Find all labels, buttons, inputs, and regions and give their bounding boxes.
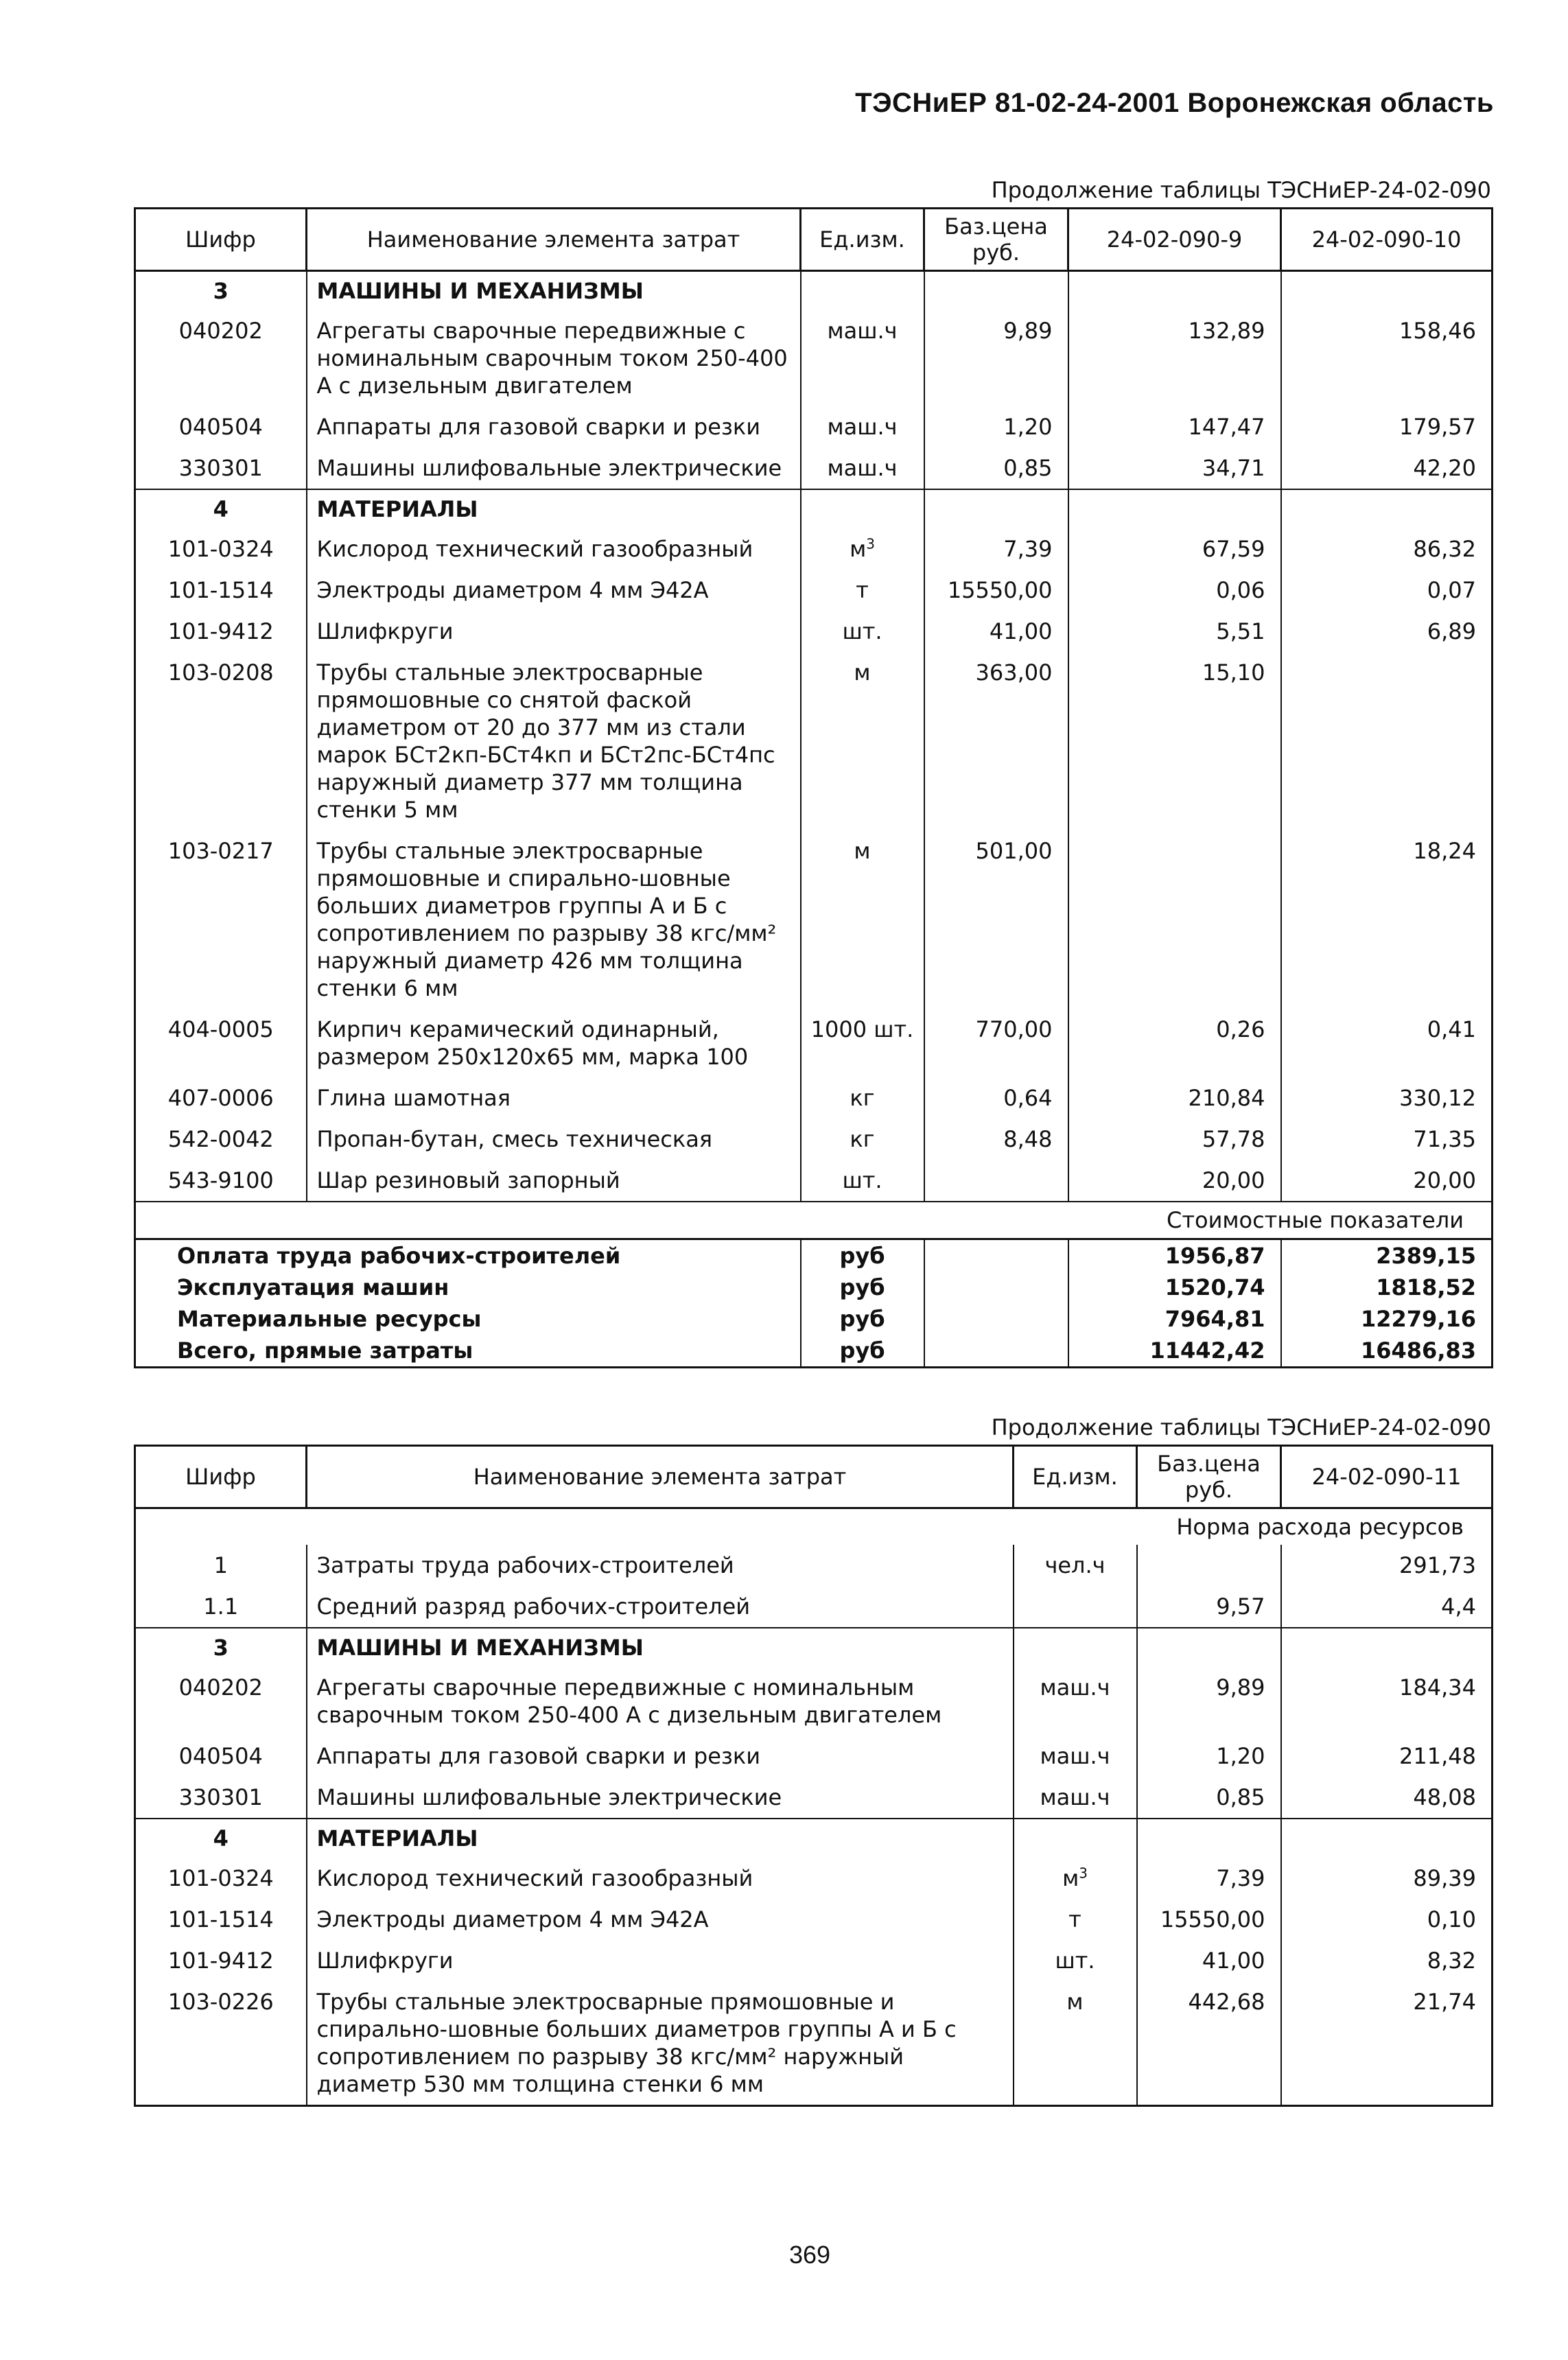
cell-code: 3 [135,1628,307,1667]
cell-unit: маш.ч [801,310,924,406]
cell-code: 101-9412 [135,1940,307,1981]
cell-price: 15550,00 [1137,1899,1281,1940]
cell-name: Шлифкруги [307,1940,1014,1981]
table-body [135,1508,1493,2106]
cell-price: 0,64 [924,1077,1068,1119]
cell-value-11 [1281,1819,1493,1858]
column-header-unit: Ед.изм. [1014,1446,1137,1508]
cell-unit: маш.ч [801,447,924,489]
table-row [135,1077,1493,1119]
section-row [135,271,1493,311]
summary-value-9: 1520,74 [1068,1272,1281,1303]
summary-price [924,1239,1068,1272]
cell-code: 101-1514 [135,1899,307,1940]
cell-value-10: 330,12 [1281,1077,1493,1119]
table-header-row [135,1446,1493,1508]
table-row [135,310,1493,406]
column-header-code: Шифр [135,1446,307,1508]
cell-name: Кислород технический газообразный [307,1858,1014,1899]
cell-price: 501,00 [924,830,1068,1009]
summary-unit: руб [801,1303,924,1335]
cell-price [1137,1819,1281,1858]
cell-value-11: 291,73 [1281,1545,1493,1586]
cell-name: Аппараты для газовой сварки и резки [307,406,801,447]
column-header-name: Наименование элемента затрат [307,1446,1014,1508]
cell-value-10 [1281,489,1493,528]
cell-value-11: 4,4 [1281,1586,1493,1628]
cell-price: 15550,00 [924,570,1068,611]
indicators-label: Стоимостные показатели [135,1202,1493,1239]
cell-code: 101-1514 [135,570,307,611]
cell-price [924,271,1068,311]
column-header-name: Наименование элемента затрат [307,209,801,271]
cell-unit: маш.ч [801,406,924,447]
cell-value-9: 147,47 [1068,406,1281,447]
summary-row [135,1303,1493,1335]
cell-value-9: 67,59 [1068,528,1281,570]
cell-unit [1014,1858,1137,1899]
cell-value-9: 0,06 [1068,570,1281,611]
cell-code: 101-0324 [135,528,307,570]
table-row [135,1981,1493,2106]
summary-value-9: 7964,81 [1068,1303,1281,1335]
cell-price: 442,68 [1137,1981,1281,2106]
resource-table-1 [134,207,1493,1368]
section-row [135,1628,1493,1667]
cell-price [924,1160,1068,1202]
cell-price: 8,48 [924,1119,1068,1160]
cell-name: МАТЕРИАЛЫ [307,489,801,528]
cell-price: 1,20 [924,406,1068,447]
cell-name: Машины шлифовальные электрические [307,447,801,489]
cell-unit: маш.ч [1014,1777,1137,1819]
summary-value-9: 11442,42 [1068,1335,1281,1368]
table-header-row [135,209,1493,271]
cell-code: 1 [135,1545,307,1586]
cell-price: 9,57 [1137,1586,1281,1628]
table-continuation-caption: Продолжение таблицы ТЭСНиЕР-24-02-090 [991,177,1491,203]
cell-value-10 [1281,652,1493,830]
cell-unit [1014,1586,1137,1628]
cell-value-10: 158,46 [1281,310,1493,406]
cell-unit: м [801,652,924,830]
cell-unit: кг [801,1119,924,1160]
cell-unit: т [801,570,924,611]
cell-value-9 [1068,489,1281,528]
table-row [135,611,1493,652]
cell-unit: шт. [801,1160,924,1202]
table-row [135,1940,1493,1981]
cell-name: Машины шлифовальные электрические [307,1777,1014,1819]
cell-price: 41,00 [924,611,1068,652]
cell-name: Электроды диаметром 4 мм Э42А [307,570,801,611]
cell-code: 103-0226 [135,1981,307,2106]
cell-code: 407-0006 [135,1077,307,1119]
cell-name: Трубы стальные электросварные прямошовные и спирально-шовные больших диаметров группы А и Б с сопротивлением по разрыву 38 кгс/мм² наружный диаметр 426 мм толщина стенки 6 мм [307,830,801,1009]
indicators-row [135,1508,1493,1545]
cell-code: 1.1 [135,1586,307,1628]
cell-price [1137,1628,1281,1667]
cell-value-10: 42,20 [1281,447,1493,489]
table-row [135,1160,1493,1202]
cell-unit: шт. [1014,1940,1137,1981]
cell-value-10: 179,57 [1281,406,1493,447]
cell-price: 1,20 [1137,1736,1281,1777]
table-row [135,447,1493,489]
summary-row [135,1239,1493,1272]
cell-price: 770,00 [924,1009,1068,1077]
section-row [135,1819,1493,1858]
cell-name: Кислород технический газообразный [307,528,801,570]
cell-price [1137,1545,1281,1586]
summary-name: Всего, прямые затраты [135,1335,801,1368]
cell-value-11: 211,48 [1281,1736,1493,1777]
cell-code: 330301 [135,447,307,489]
table-row [135,1119,1493,1160]
cell-unit: маш.ч [1014,1736,1137,1777]
cell-price: 9,89 [924,310,1068,406]
cell-code: 543-9100 [135,1160,307,1202]
indicators-row [135,1202,1493,1239]
summary-name: Оплата труда рабочих-строителей [135,1239,801,1272]
cell-unit: кг [801,1077,924,1119]
table-row [135,1667,1493,1736]
cell-unit [801,489,924,528]
cell-value-10: 86,32 [1281,528,1493,570]
cell-name: Аппараты для газовой сварки и резки [307,1736,1014,1777]
cell-name: МАТЕРИАЛЫ [307,1819,1014,1858]
summary-value-10: 16486,83 [1281,1335,1493,1368]
cell-value-11: 0,10 [1281,1899,1493,1940]
cell-value-9: 20,00 [1068,1160,1281,1202]
column-header-norm-10: 24-02-090-10 [1281,209,1493,271]
cell-value-11 [1281,1628,1493,1667]
cell-unit: м [1014,1981,1137,2106]
summary-name: Эксплуатация машин [135,1272,801,1303]
cell-unit [1014,1628,1137,1667]
cell-unit: чел.ч [1014,1545,1137,1586]
cell-value-11: 8,32 [1281,1940,1493,1981]
table-row [135,830,1493,1009]
cell-code: 040504 [135,1736,307,1777]
unit-text: м [850,536,867,562]
cell-unit [801,528,924,570]
cell-value-9: 15,10 [1068,652,1281,830]
table-row [135,528,1493,570]
cell-code: 101-9412 [135,611,307,652]
summary-price [924,1272,1068,1303]
section-row [135,489,1493,528]
cell-code: 103-0217 [135,830,307,1009]
cell-value-11: 89,39 [1281,1858,1493,1899]
cell-name: Глина шамотная [307,1077,801,1119]
cell-value-9 [1068,271,1281,311]
summary-value-10: 1818,52 [1281,1272,1493,1303]
cell-value-10: 6,89 [1281,611,1493,652]
cell-price: 9,89 [1137,1667,1281,1736]
summary-value-10: 2389,15 [1281,1239,1493,1272]
cell-price [924,489,1068,528]
cell-unit: т [1014,1899,1137,1940]
page-number: 369 [789,2241,831,2269]
cell-code: 330301 [135,1777,307,1819]
table-row [135,1899,1493,1940]
cell-name: Затраты труда рабочих-строителей [307,1545,1014,1586]
cell-value-10: 0,41 [1281,1009,1493,1077]
column-header-price: Баз.цена руб. [924,209,1068,271]
table-row [135,652,1493,830]
cell-name: Шлифкруги [307,611,801,652]
cell-price: 363,00 [924,652,1068,830]
cell-value-9: 210,84 [1068,1077,1281,1119]
cell-name: Шар резиновый запорный [307,1160,801,1202]
cell-name: МАШИНЫ И МЕХАНИЗМЫ [307,271,801,311]
summary-unit: руб [801,1335,924,1368]
cell-price: 7,39 [924,528,1068,570]
table-continuation-caption: Продолжение таблицы ТЭСНиЕР-24-02-090 [991,1414,1491,1440]
summary-unit: руб [801,1239,924,1272]
table-row [135,1009,1493,1077]
table-row [135,406,1493,447]
cell-value-9: 34,71 [1068,447,1281,489]
column-header-unit: Ед.изм. [801,209,924,271]
cell-price: 0,85 [924,447,1068,489]
cell-value-9: 0,26 [1068,1009,1281,1077]
cell-price: 0,85 [1137,1777,1281,1819]
cell-code: 4 [135,1819,307,1858]
document-title: ТЭСНиЕР 81-02-24-2001 Воронежская область [855,88,1494,118]
cell-code: 040202 [135,310,307,406]
table-body [135,271,1493,1368]
table-row [135,1777,1493,1819]
cell-price: 7,39 [1137,1858,1281,1899]
cell-value-10: 20,00 [1281,1160,1493,1202]
cell-value-10: 0,07 [1281,570,1493,611]
table-row [135,1545,1493,1586]
cell-value-11: 21,74 [1281,1981,1493,2106]
unit-superscript: 3 [866,535,875,552]
summary-price [924,1303,1068,1335]
cell-name: Пропан-бутан, смесь техническая [307,1119,801,1160]
cell-value-11: 48,08 [1281,1777,1493,1819]
column-header-norm-11: 24-02-090-11 [1281,1446,1493,1508]
cell-unit: м [801,830,924,1009]
cell-unit: 1000 шт. [801,1009,924,1077]
unit-text: м [1062,1865,1079,1891]
summary-value-10: 12279,16 [1281,1303,1493,1335]
cell-name: Агрегаты сварочные передвижные с номинальным сварочным током 250-400 А с дизельным двигателем [307,1667,1014,1736]
column-header-price: Баз.цена руб. [1137,1446,1281,1508]
cell-code: 101-0324 [135,1858,307,1899]
cell-name: Трубы стальные электросварные прямошовные и спирально-шовные больших диаметров группы А и Б с сопротивлением по разрыву 38 кгс/мм² наружный диаметр 530 мм толщина стенки 6 мм [307,1981,1014,2106]
cell-unit: маш.ч [1014,1667,1137,1736]
summary-name: Материальные ресурсы [135,1303,801,1335]
resource-table-2 [134,1445,1493,2107]
cell-value-10 [1281,271,1493,311]
cell-code: 040504 [135,406,307,447]
cell-code: 404-0005 [135,1009,307,1077]
cell-name: Агрегаты сварочные передвижные с номинальным сварочным током 250-400 А с дизельным двигателем [307,310,801,406]
cell-code: 040202 [135,1667,307,1736]
cell-name: Кирпич керамический одинарный, размером 250х120х65 мм, марка 100 [307,1009,801,1077]
table-row [135,570,1493,611]
summary-row [135,1335,1493,1368]
cell-name: Электроды диаметром 4 мм Э42А [307,1899,1014,1940]
cell-value-9: 132,89 [1068,310,1281,406]
cell-value-9: 5,51 [1068,611,1281,652]
cell-unit [1014,1819,1137,1858]
cell-value-9 [1068,830,1281,1009]
cell-unit: шт. [801,611,924,652]
cell-name: Трубы стальные электросварные прямошовные со снятой фаской диаметром от 20 до 377 мм из стали марок БСт2кп-БСт4кп и БСт2пс-БСт4пс наружный диаметр 377 мм толщина стенки 5 мм [307,652,801,830]
summary-unit: руб [801,1272,924,1303]
cell-value-10: 71,35 [1281,1119,1493,1160]
table-row [135,1586,1493,1628]
summary-row [135,1272,1493,1303]
cell-value-9: 57,78 [1068,1119,1281,1160]
cell-code: 4 [135,489,307,528]
cell-price: 41,00 [1137,1940,1281,1981]
summary-price [924,1335,1068,1368]
cell-value-11: 184,34 [1281,1667,1493,1736]
unit-superscript: 3 [1079,1865,1088,1882]
cell-name: МАШИНЫ И МЕХАНИЗМЫ [307,1628,1014,1667]
cell-code: 103-0208 [135,652,307,830]
cell-code: 542-0042 [135,1119,307,1160]
indicators-label: Норма расхода ресурсов [135,1508,1493,1545]
cell-value-10: 18,24 [1281,830,1493,1009]
cell-code: 3 [135,271,307,311]
table-row [135,1736,1493,1777]
column-header-norm-9: 24-02-090-9 [1068,209,1281,271]
summary-value-9: 1956,87 [1068,1239,1281,1272]
cell-unit [801,271,924,311]
column-header-code: Шифр [135,209,307,271]
cell-name: Средний разряд рабочих-строителей [307,1586,1014,1628]
table-row [135,1858,1493,1899]
